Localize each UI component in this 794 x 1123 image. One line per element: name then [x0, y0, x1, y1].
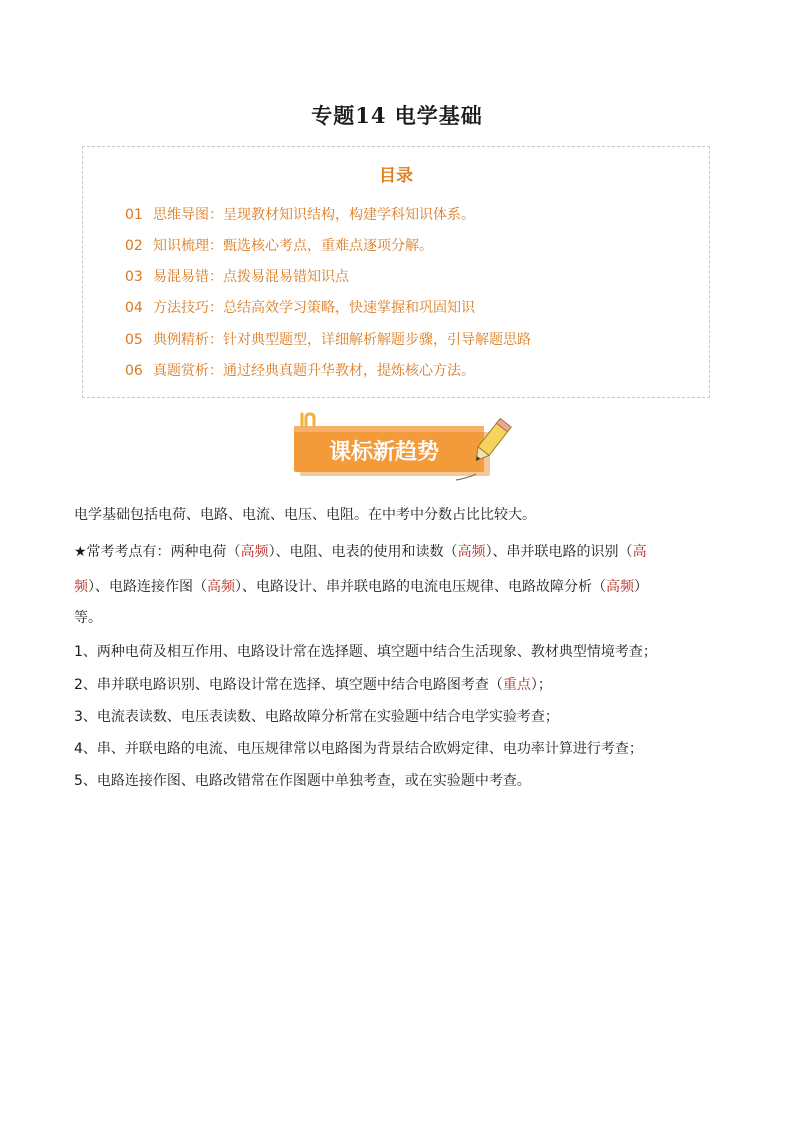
toc-item-number: 03	[125, 269, 143, 285]
key-points-text: ★常考考点有：两种电荷（	[74, 544, 241, 560]
intro-text: 电学基础包括电荷、电路、电流、电压、电阻。在中考中分数占比比较大。	[74, 507, 536, 523]
toc-item	[125, 297, 475, 317]
list-item: 5、电路连接作图、电路改错常在作图题中单独考查，或在实验题中考查。	[74, 773, 531, 789]
toc-item	[125, 360, 475, 380]
toc-item-number: 05	[125, 332, 143, 348]
toc-item	[125, 329, 531, 349]
key-point-tag: 重点	[502, 677, 531, 693]
key-points-line	[74, 572, 734, 602]
banner-label: 课标新趋势	[328, 440, 440, 465]
key-points-text: ）、电路连接作图（	[88, 579, 207, 595]
table-of-contents	[82, 146, 710, 398]
list-item: 3、电流表读数、电压表读数、电路故障分析常在实验题中结合电学实验考查；	[74, 709, 559, 725]
key-points-text: ）、串并联电路的识别（	[485, 544, 633, 560]
list-item-text: 2、串并联电路识别、电路设计常在选择、填空题中结合电路图考查（	[74, 677, 503, 693]
toc-item-text: 方法技巧：总结高效学习策略，快速掌握和巩固知识	[153, 300, 475, 316]
high-frequency-tag: 频	[74, 579, 88, 595]
key-points-line	[74, 537, 734, 567]
toc-item-number: 02	[125, 238, 143, 254]
list-item: 4、串、并联电路的电流、电压规律常以电路图为背景结合欧姆定律、电功率计算进行考查；	[74, 741, 643, 757]
key-points-line: 等。	[74, 610, 102, 626]
high-frequency-tag: 高频	[606, 579, 634, 595]
high-frequency-tag: 高	[632, 544, 647, 560]
high-frequency-tag: 高频	[457, 544, 486, 560]
toc-item-number: 01	[125, 207, 143, 223]
toc-item-text: 典例精析：针对典型题型，详细解析解题步骤，引导解题思路	[153, 332, 531, 348]
toc-item-text: 真题赏析：通过经典真题升华教材，提炼核心方法。	[153, 363, 475, 379]
page-title: 专题14 电学基础	[311, 103, 483, 128]
toc-item	[125, 204, 475, 224]
key-points-text: ）、电路设计、串并联电路的电流电压规律、电路故障分析（	[235, 579, 606, 595]
toc-item-number: 04	[125, 300, 143, 316]
toc-item-text: 思维导图：呈现教材知识结构，构建学科知识体系。	[153, 207, 475, 223]
toc-item-text: 易混易错：点拨易混易错知识点	[153, 269, 349, 285]
toc-item-number: 06	[125, 363, 143, 379]
key-points-text: ）、电阻、电表的使用和读数（	[268, 544, 458, 560]
section-banner	[288, 408, 520, 490]
high-frequency-tag: 高频	[240, 544, 269, 560]
list-item: 1、两种电荷及相互作用、电路设计常在选择题、填空题中结合生活现象、教材典型情境考查；	[74, 644, 657, 660]
list-item	[74, 670, 734, 700]
toc-item-text: 知识梳理：甄选核心考点，重难点逐项分解。	[153, 238, 433, 254]
toc-heading: 目录	[379, 166, 413, 186]
toc-item	[125, 266, 349, 286]
high-frequency-tag: 高频	[207, 579, 235, 595]
key-points-text: ）	[634, 579, 648, 595]
toc-item	[125, 235, 433, 255]
list-item-text: ）；	[530, 677, 552, 693]
